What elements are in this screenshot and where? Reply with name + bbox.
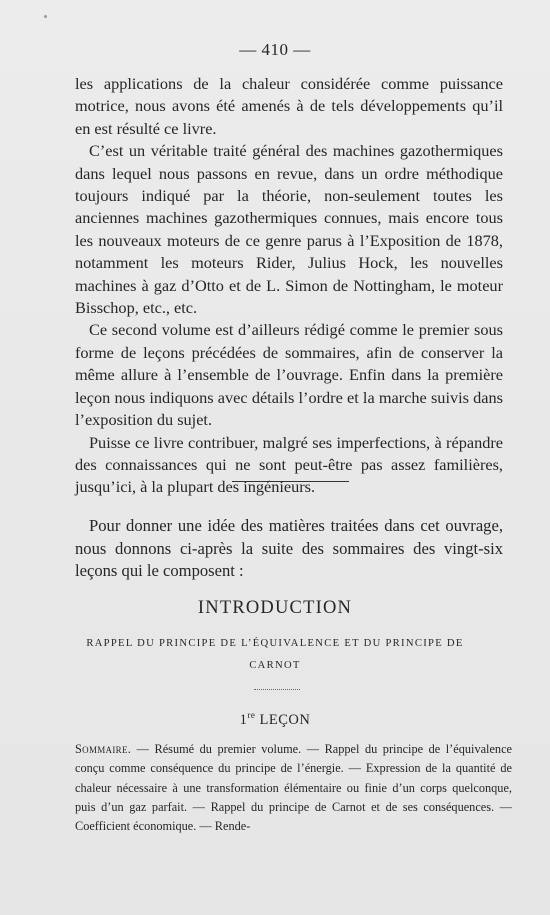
- section-divider: [232, 481, 349, 482]
- paragraph: Ce second volume est d’ailleurs rédigé comme le premier sous forme de leçons précédées de sommaires, afin de conserver la même allure à l’ensemble de l’ouvrage. Enfin dans la première leçon nous indiquons avec détails l’ordre et la marche suivis dans l’exposition du sujet.: [75, 320, 503, 430]
- preface-text: [75, 73, 503, 499]
- lecon-suffix: re: [247, 710, 256, 720]
- lecon-heading: [0, 710, 550, 729]
- paragraph: Puisse ce livre contribuer, malgré ses imperfections, à répandre des connaissances qui ne sont peut-être pas assez familières, jusqu’ici, à la plupart des ingénieurs.: [75, 432, 503, 497]
- summary-intro-text: [75, 515, 503, 583]
- paragraph: C’est un véritable traité général des machines gazothermiques dans lequel nous passons en revue, dans un ordre méthodique toujours indiqué par la théorie, non-seulement toutes les anciennes machines gazothermiques connues, mais encore tous les nouveaux moteurs de ce genre parus à l’Exposition de 1878, notamment les moteurs Rider, Julius Hock, les nouvelles machines à gaz d’Otto et de L. Simon de Nottingham, le moteur Bisschop, etc., etc.: [75, 141, 503, 318]
- speck: [44, 15, 47, 18]
- paragraph: les applications de la chaleur considérée comme puissance motrice, nous avons été amenés à de tels développements qu’il en est résulté ce livre.: [75, 74, 503, 138]
- sommaire-text: [75, 740, 512, 836]
- paragraph: Pour donner une idée des matières traitées dans cet ouvrage, nous donnons ci-après la suite des sommaires des vingt-six leçons qui le composent :: [75, 516, 503, 581]
- dotted-divider: [254, 689, 300, 690]
- lecon-word: LEÇON: [259, 711, 311, 728]
- page-number: — 410 —: [239, 40, 311, 59]
- introduction-heading: INTRODUCTION: [197, 598, 353, 618]
- sommaire-body: — Résumé du premier volume. — Rappel du principe de l’équivalence conçu comme conséquence du principe de l’énergie. — Expression de la quantité de chaleur nécessaire à une transformation élémentaire ou finie d’un corps quelconque, puis d’un gaz parfait. — Rappel du principe de Carnot et de ses conséquences. — Coefficient économique. — Rende-: [75, 742, 512, 834]
- section-heading: RAPPEL DU PRINCIPE DE L’ÉQUIVALENCE ET DU PRINCIPE DE CARNOT: [86, 638, 464, 671]
- sommaire-label: Sommaire.: [75, 742, 132, 756]
- lecon-number: 1: [239, 711, 248, 728]
